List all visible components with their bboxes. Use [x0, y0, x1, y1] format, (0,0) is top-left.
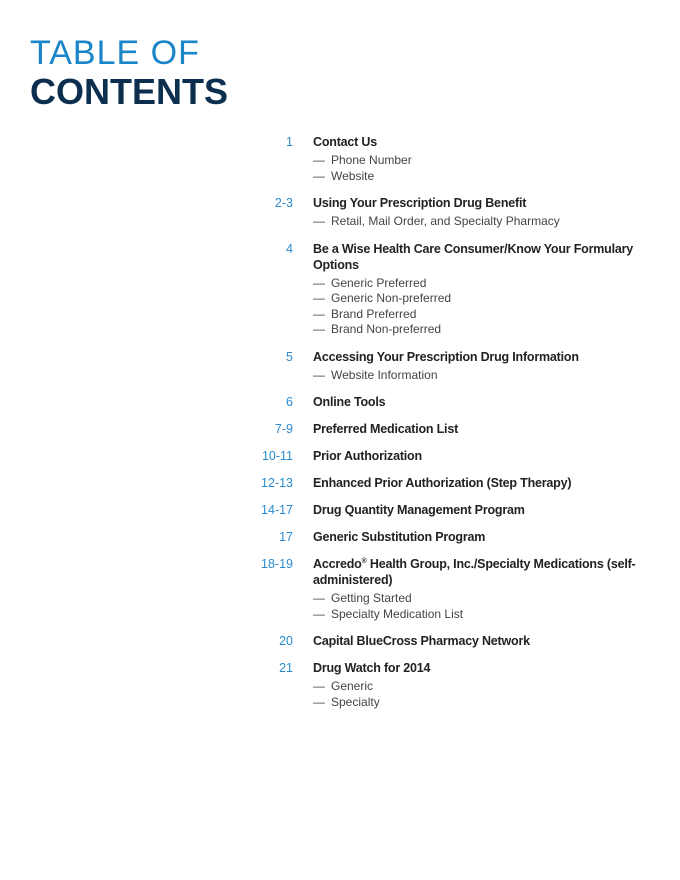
toc-entry-content	[313, 502, 643, 518]
toc-subitem-text: Generic	[331, 679, 374, 693]
toc-subitem	[313, 591, 643, 607]
toc-entry[interactable]	[240, 660, 660, 710]
registered-mark: ®	[361, 557, 367, 565]
toc-entry[interactable]	[240, 241, 660, 338]
em-dash: —	[313, 306, 325, 321]
em-dash: —	[313, 322, 325, 336]
toc-entry[interactable]	[240, 134, 660, 184]
toc-entry-content	[313, 475, 643, 491]
toc-subitems	[313, 214, 643, 230]
toc-subitem	[313, 607, 643, 623]
toc-subitems	[313, 679, 643, 710]
toc-subitem	[313, 153, 643, 169]
toc-page-number: 17	[279, 530, 293, 544]
toc-subitem-text: Generic Non-preferred	[331, 291, 452, 305]
toc-entry-content	[313, 349, 643, 384]
toc-heading: Generic Substitution Program	[313, 530, 486, 544]
toc-subitem	[313, 322, 643, 338]
toc-entry-content	[313, 195, 643, 230]
em-dash: —	[313, 214, 325, 228]
toc-page-number: 1	[286, 135, 293, 149]
toc-entry-content	[313, 241, 643, 338]
toc-entry[interactable]	[240, 421, 660, 437]
toc-entry[interactable]	[240, 475, 660, 491]
toc-entry-content	[313, 134, 643, 184]
toc-page-number: 12-13	[261, 476, 293, 490]
toc-page-number: 7-9	[274, 422, 293, 436]
title-line-1: TABLE OF	[30, 34, 200, 72]
toc-subitems	[313, 153, 643, 184]
toc-heading: Capital BlueCross Pharmacy Network	[313, 634, 530, 648]
em-dash: —	[313, 153, 325, 167]
toc-heading: Contact Us	[313, 135, 377, 149]
em-dash: —	[313, 591, 325, 605]
toc-page-number: 21	[279, 661, 293, 675]
page-title	[30, 36, 228, 112]
toc-subitem-text: Phone Number	[331, 153, 412, 167]
toc-entry-content	[313, 660, 643, 710]
toc-heading: Prior Authorization	[313, 449, 422, 463]
toc-page-number: 20	[279, 634, 293, 648]
toc-page-number: 4	[286, 241, 293, 256]
toc-subitem-text: Specialty Medication List	[331, 606, 464, 621]
toc-subitem	[313, 679, 643, 695]
toc-entry[interactable]	[240, 556, 660, 622]
toc-subitem-text: Getting Started	[331, 591, 412, 605]
em-dash: —	[313, 606, 325, 621]
toc-heading: Drug Quantity Management Program	[313, 503, 525, 517]
toc-subitem	[313, 291, 643, 307]
toc-subitem-text: Retail, Mail Order, and Specialty Pharmacy	[331, 214, 560, 228]
em-dash: —	[313, 367, 325, 382]
toc-page-number: 2-3	[274, 196, 293, 210]
toc-subitem	[313, 695, 643, 711]
toc-entry[interactable]	[240, 502, 660, 518]
toc-entry[interactable]	[240, 633, 660, 649]
toc-heading: Accessing Your Prescription Drug Information	[313, 349, 579, 364]
toc-page-number: 6	[286, 395, 293, 409]
toc-page-number: 10-11	[261, 449, 293, 463]
toc-heading: Using Your Prescription Drug Benefit	[313, 196, 527, 210]
toc-subitems	[313, 591, 643, 622]
toc-subitem	[313, 276, 643, 292]
toc-heading: Preferred Medication List	[313, 422, 459, 436]
toc-entry[interactable]	[240, 448, 660, 464]
toc-entry[interactable]	[240, 394, 660, 410]
em-dash: —	[313, 291, 325, 305]
toc-heading-text: Health Group, Inc./Specialty Medications (self-administered)	[313, 557, 636, 587]
toc-entry-content	[313, 556, 643, 622]
toc-subitem-text: Brand Non-preferred	[331, 322, 442, 336]
toc-entry-content	[313, 529, 643, 545]
toc-subitem	[313, 368, 643, 384]
toc-heading: Drug Watch for 2014	[313, 661, 431, 675]
toc-entry[interactable]	[240, 349, 660, 384]
toc-entry[interactable]	[240, 195, 660, 230]
toc-entry-content	[313, 448, 643, 464]
em-dash: —	[313, 679, 325, 693]
toc-entry-content	[313, 394, 643, 410]
toc-subitems	[313, 276, 643, 338]
toc-subitem	[313, 169, 643, 185]
toc-subitem	[313, 214, 643, 230]
toc-subitem-text: Website	[331, 168, 375, 183]
toc-subitems	[313, 368, 643, 384]
em-dash: —	[313, 694, 325, 709]
toc-page-number: 14-17	[261, 503, 293, 517]
toc-subitem	[313, 307, 643, 323]
title-line-2: CONTENTS	[30, 71, 228, 112]
em-dash: —	[313, 275, 325, 290]
toc-page-number: 18-19	[261, 557, 293, 571]
toc-heading: Online Tools	[313, 395, 386, 409]
toc-heading-brand: Accredo	[313, 557, 362, 571]
toc-heading: Enhanced Prior Authorization (Step Therapy)	[313, 476, 572, 490]
toc-heading: Be a Wise Health Care Consumer/Know Your Formulary Options	[313, 241, 634, 272]
toc-subitem-text: Specialty	[331, 694, 380, 709]
toc-subitem-text: Generic Preferred	[331, 275, 427, 290]
toc-entry[interactable]	[240, 529, 660, 545]
toc-subitem-text: Brand Preferred	[331, 306, 417, 321]
em-dash: —	[313, 168, 325, 183]
toc-entry-content	[313, 421, 643, 437]
toc-heading	[313, 556, 643, 588]
toc-page-number: 5	[286, 349, 293, 364]
table-of-contents	[240, 134, 660, 721]
toc-entry-content	[313, 633, 643, 649]
toc-subitem-text: Website Information	[331, 367, 438, 382]
